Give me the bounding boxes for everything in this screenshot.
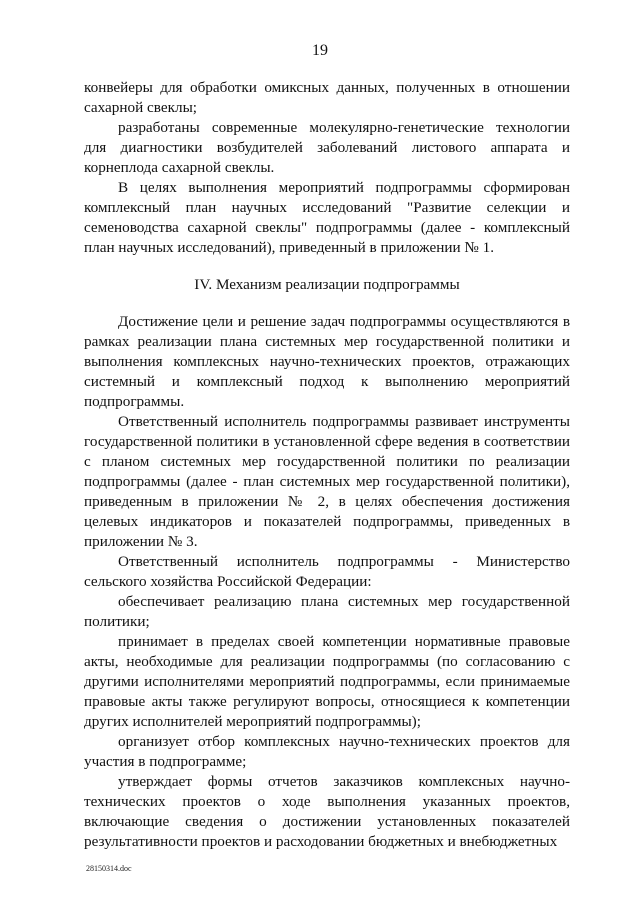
paragraph: организует отбор комплексных научно-технических проектов для участия в подпрограмме; [84,733,570,770]
footer-file-code: 28150314.doc [86,864,132,873]
paragraph: принимает в пределах своей компетенции нормативные правовые акты, необходимые для реализации подпрограммы (по согласованию с другими исполнителями мероприятий подпрограммы, если принимаемые правовые акты также регулируют вопросы, относящиеся к компетенции других исполнителей мероприятий подпрограммы); [84,633,570,730]
paragraph: утверждает формы отчетов заказчиков комплексных научно-технических проектов о ходе выполнения указанных проектов, включающие сведения о достижении установленных показателей результативности проектов и расходовании бюджетных и внебюджетных [84,773,570,850]
paragraph: разработаны современные молекулярно-генетические технологии для диагностики возбудителей заболеваний листового аппарата и корнеплода сахарной свеклы. [84,119,570,176]
paragraph: Ответственный исполнитель подпрограммы развивает инструменты государственной политики в установленной сфере ведения в соответствии с планом системных мер государственной политики по реализации подпрограммы (далее - план системных мер государственной политики), приведенным в приложении № 2, в целях обеспечения достижения целевых индикаторов и показателей подпрограммы, приведенных в приложении № 3. [84,413,570,550]
document-body [84,78,570,852]
paragraph: Ответственный исполнитель подпрограммы - Министерство сельского хозяйства Российской Федерации: [84,553,570,590]
paragraph: В целях выполнения мероприятий подпрограммы сформирован комплексный план научных исследований "Развитие селекции и семеноводства сахарной свеклы" подпрограммы (далее - комплексный план научных исследований), приведенный в приложении № 1. [84,179,570,256]
section-heading: IV. Механизм реализации подпрограммы [194,276,460,293]
paragraph: Достижение цели и решение задач подпрограммы осуществляются в рамках реализации плана системных мер государственной политики и выполнения комплексных научно-технических проектов, отражающих системный и комплексный подход к выполнению мероприятий подпрограммы. [84,313,570,410]
page-number: 19 [312,42,328,59]
paragraph: конвейеры для обработки омиксных данных, полученных в отношении сахарной свеклы; [84,79,570,116]
paragraph: обеспечивает реализацию плана системных мер государственной политики; [84,593,570,630]
